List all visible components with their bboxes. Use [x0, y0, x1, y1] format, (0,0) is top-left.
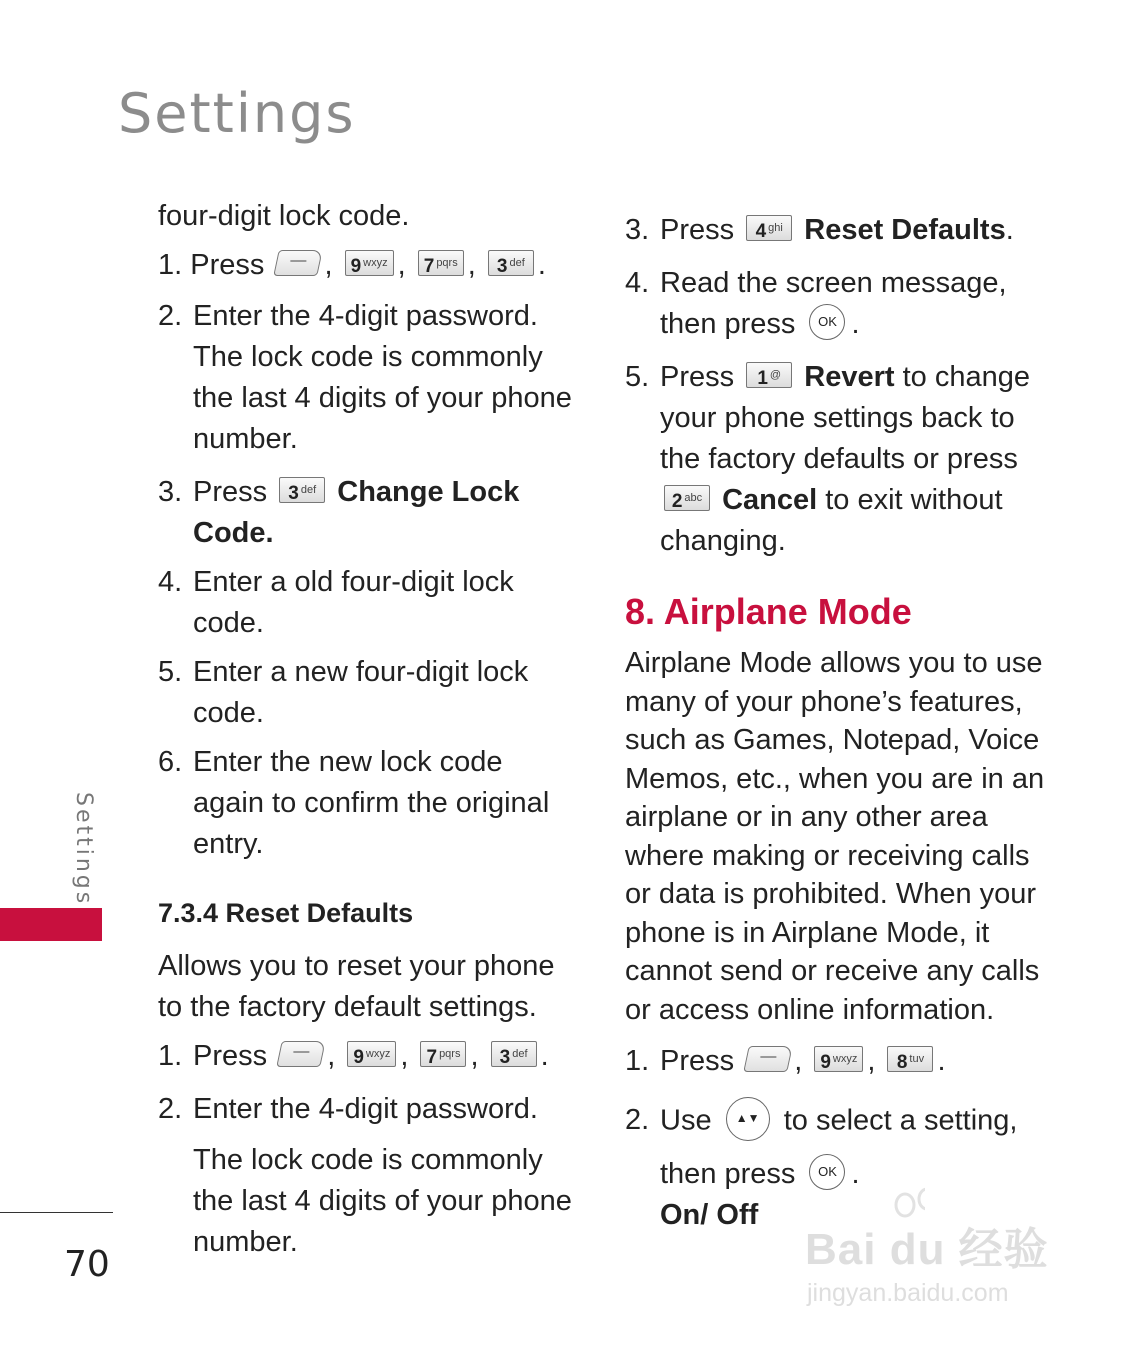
- step-text: Enter the new lock code again to confirm the original entry.: [193, 746, 550, 860]
- list-item: [158, 562, 578, 644]
- page-divider: [0, 1212, 113, 1213]
- page-number: 70: [64, 1244, 110, 1285]
- step-number: 4.: [625, 267, 650, 299]
- list-item: 1. Press — , 9 $^{wxyz}$ , 8 $^{tuv}$ .: [625, 1041, 1045, 1082]
- right-column: [625, 210, 1045, 1236]
- list-item: [158, 742, 578, 865]
- step-number: 5.: [158, 656, 183, 688]
- step-number: 5.: [625, 361, 650, 393]
- list-item: [158, 296, 578, 460]
- step-number: 1.: [158, 1040, 183, 1072]
- key-3-icon: 3 $^{def}$: [488, 250, 534, 276]
- step-number: 3.: [158, 476, 183, 508]
- nav-key-icon: ▲▼: [726, 1097, 770, 1141]
- menu-option: Revert: [804, 361, 895, 393]
- key-9-icon: 9 $^{wxyz}$: [347, 1041, 396, 1067]
- step-text: to exit without changing.: [660, 484, 1003, 557]
- subsection-heading: 7.3.4 Reset Defaults: [158, 898, 414, 928]
- step-number: 1.: [625, 1045, 650, 1077]
- note-text: The lock code is commonly the last 4 digits of your phone number.: [193, 1144, 572, 1258]
- step-use: Use: [660, 1104, 712, 1137]
- step-text: to change your phone settings back to the factory defaults or press: [660, 361, 1030, 475]
- key-7-icon: 7 $^{pqrs}$: [420, 1041, 466, 1067]
- list-item: 4. Read the screen message, then press OK .: [625, 263, 1045, 345]
- list-item: 1. Press — , 9 $^{wxyz}$ , 7 $^{pqrs}$ , 3 $^{def}$ .: [158, 249, 546, 281]
- key-4-icon: 4 $^{ghi}$: [746, 215, 792, 241]
- watermark-logo-text: Bai du 经验: [805, 1225, 1049, 1274]
- step-press: Press: [193, 1040, 268, 1072]
- menu-softkey-icon: —: [274, 250, 324, 276]
- step-number: 2.: [158, 1093, 183, 1125]
- key-3-icon: 3 $^{def}$: [279, 477, 325, 503]
- step-note: [158, 1140, 578, 1263]
- page-title: Settings: [118, 82, 356, 145]
- step-text: Enter the 4-digit password. The lock code is commonly the last 4 digits of your phone number.: [193, 300, 572, 455]
- step-number: 6.: [158, 746, 183, 778]
- step-press: Press: [660, 214, 735, 246]
- step-text: Enter a new four-digit lock code.: [193, 656, 529, 729]
- list-item: [158, 1089, 578, 1130]
- list-item: [158, 472, 578, 554]
- step-number: 1.: [158, 249, 183, 281]
- list-item: [158, 652, 578, 734]
- option-values: On/ Off: [660, 1199, 759, 1231]
- step-press: Press: [190, 249, 265, 281]
- section-description: Allows you to reset your phone to the factory default settings.: [158, 950, 555, 1023]
- key-2-icon: 2 $^{abc}$: [664, 485, 710, 511]
- step-text: Read the screen message, then press: [660, 267, 1007, 340]
- key-8-icon: 8 $^{tuv}$: [887, 1046, 933, 1072]
- key-9-icon: 9 $^{wxyz}$: [814, 1046, 863, 1072]
- step-number: 2.: [625, 1104, 650, 1136]
- section-description: Airplane Mode allows you to use many of your phone’s features, such as Games, Notepad, Voice Memos, etc., when you are in an airplane or in any other area where making or receiving calls or data is prohibited. When your phone is in Airplane Mode, it cannot send or receive any calls or access online information.: [625, 647, 1045, 1026]
- step-number: 4.: [158, 566, 183, 598]
- baidu-watermark: [805, 1185, 1075, 1315]
- list-item: [625, 357, 1045, 562]
- menu-option: Reset Defaults: [804, 214, 1006, 246]
- side-tab-bar: [0, 908, 102, 941]
- list-item: [625, 210, 1045, 251]
- side-tab-label: Settings: [71, 792, 96, 907]
- section-heading: 8. Airplane Mode: [625, 591, 912, 632]
- step-press: Press: [660, 1045, 735, 1077]
- key-1-icon: 1 @: [746, 362, 792, 388]
- step-text: Enter the 4-digit password.: [193, 1093, 538, 1125]
- step-then: then press: [660, 1158, 796, 1190]
- key-9-icon: 9 $^{wxyz}$: [345, 250, 394, 276]
- ok-key-icon: OK: [809, 304, 845, 340]
- step-press: Press: [193, 476, 268, 508]
- step-text: Enter a old four-digit lock code.: [193, 566, 514, 639]
- step-press: Press: [660, 361, 735, 393]
- key-7-icon: 7 $^{pqrs}$: [418, 250, 464, 276]
- punctuation: .: [1005, 214, 1014, 246]
- left-column: [158, 196, 578, 1263]
- step-number: 3.: [625, 214, 650, 246]
- step-number: 2.: [158, 300, 183, 332]
- menu-option: Change Lock Code.: [193, 476, 520, 549]
- menu-softkey-icon: —: [276, 1041, 326, 1067]
- ok-key-icon: OK: [809, 1154, 845, 1190]
- intro-text: four-digit lock code.: [158, 200, 410, 232]
- list-item: 1. Press — , 9 $^{wxyz}$ , 7 $^{pqrs}$ , 3 $^{def}$ .: [158, 1036, 578, 1077]
- watermark-url: jingyan.baidu.com: [807, 1279, 1009, 1307]
- step-text: to select a setting,: [783, 1104, 1018, 1137]
- key-3-icon: 3 $^{def}$: [491, 1041, 537, 1067]
- menu-option: Cancel: [722, 484, 818, 516]
- menu-softkey-icon: —: [743, 1046, 793, 1072]
- list-item: 2. Use ▲▼ to select a setting, then press OK . On/ Off: [625, 1100, 1045, 1236]
